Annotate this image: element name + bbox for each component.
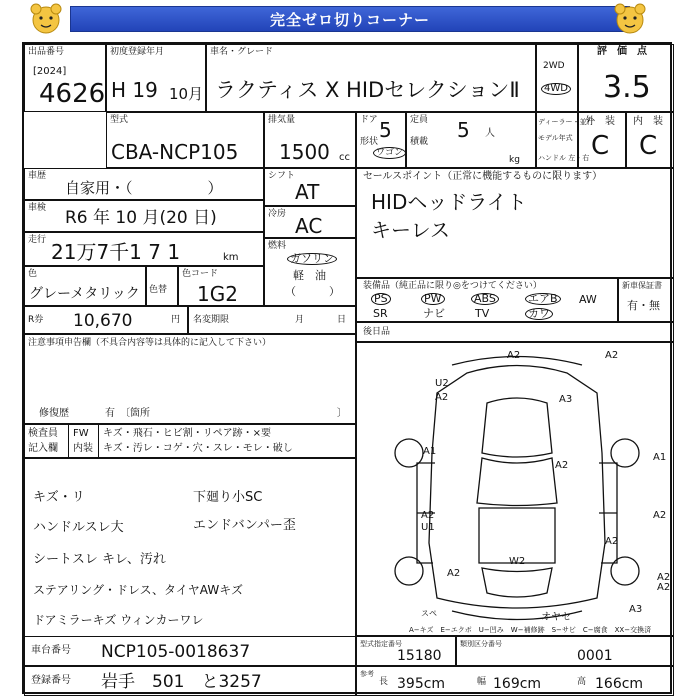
model-year-label: モデル年式 bbox=[538, 134, 573, 142]
year-tag: [2024] bbox=[33, 66, 67, 77]
lot-number-label: 出品番号 bbox=[28, 47, 65, 57]
shape-value-circled: ワゴン bbox=[373, 147, 406, 159]
height-label: 高 bbox=[577, 677, 587, 687]
shift-cell bbox=[264, 168, 356, 206]
interior-grade: C bbox=[639, 131, 658, 161]
damage-mark-left-a1: A1 bbox=[423, 446, 437, 457]
capacity-unit: 人 bbox=[485, 128, 495, 139]
lot-number-value: 4626 bbox=[39, 79, 106, 109]
height-value: 166cm bbox=[595, 676, 644, 692]
recycle-cell bbox=[24, 306, 188, 334]
displacement-unit: cc bbox=[339, 152, 350, 163]
sales-points-cell bbox=[356, 168, 674, 278]
width-label: 幅 bbox=[477, 677, 487, 687]
note-right-1: 下廻り小SC bbox=[193, 490, 263, 505]
note-right-2: エンドバンパー歪 bbox=[193, 518, 296, 533]
inspection-label: 車検 bbox=[28, 203, 47, 213]
warranty-value: 有・無 bbox=[627, 299, 660, 312]
model-cell bbox=[106, 112, 264, 168]
fuel-other: （ ） bbox=[285, 285, 340, 298]
repair-history-value: 有 〔箇所 bbox=[105, 408, 150, 419]
sales-point-1: HIDヘッドライト bbox=[371, 190, 527, 214]
equip-airbag: エアB bbox=[525, 293, 561, 305]
damage-mark-rear-wheel-a2: A2 bbox=[657, 572, 671, 583]
score-value: 3.5 bbox=[603, 70, 651, 105]
damage-mark-hood-a3: A3 bbox=[559, 394, 573, 405]
trim-label: 色替 bbox=[149, 285, 168, 295]
damage-mark-front-right-a2: A2 bbox=[605, 350, 619, 361]
banner-title: 完全ゼロ切りコーナー bbox=[70, 6, 630, 32]
ac-cell bbox=[264, 206, 356, 238]
equip-leather: カワ bbox=[525, 308, 553, 320]
model-label: 型式 bbox=[110, 115, 129, 125]
car-name-value: ラクティス X HIDセレクションⅡ bbox=[215, 78, 520, 102]
history-cell bbox=[24, 168, 264, 200]
interior-cell bbox=[626, 112, 674, 168]
note-left-5: ドアミラーキズ ウィンカーワレ bbox=[33, 613, 204, 627]
mileage-unit: km bbox=[223, 252, 239, 263]
registration-label: 登録番号 bbox=[31, 675, 71, 686]
mileage-value: 21万7千1 7 1 bbox=[51, 240, 181, 264]
inspection-value: R6 年 10 月(20 日) bbox=[65, 208, 217, 228]
damage-mark-rear-a3: A3 bbox=[629, 604, 643, 615]
damage-legend: A−キズ E−エクボ U−凹み W−補修跡 S−サビ C−腐食 XX−交換済 bbox=[409, 626, 652, 634]
car-name-cell bbox=[206, 44, 536, 112]
note-left-2: ハンドルスレ大 bbox=[33, 520, 124, 535]
damage-mark-bumper: オヤセ bbox=[541, 612, 571, 623]
load-unit: kg bbox=[509, 155, 520, 165]
score-cell bbox=[578, 44, 674, 112]
category-value: 0001 bbox=[577, 648, 613, 664]
history-label: 車歴 bbox=[28, 171, 47, 181]
exterior-cell bbox=[578, 112, 626, 168]
warranty-cell bbox=[618, 278, 674, 322]
doors-cell bbox=[356, 112, 406, 168]
displacement-cell bbox=[264, 112, 356, 168]
sales-point-2: キーレス bbox=[371, 218, 450, 242]
damage-mark-right-a1: A1 bbox=[653, 452, 667, 463]
handle-label: ハンドル 左・右 bbox=[538, 154, 590, 162]
auction-sheet bbox=[22, 42, 672, 694]
color-cell bbox=[24, 266, 146, 306]
doors-label: ドア bbox=[360, 115, 378, 125]
equip-pw: PW bbox=[421, 293, 445, 305]
type-spec-label: 型式指定番号 bbox=[360, 640, 402, 648]
registration-value: 岩手 501 と3257 bbox=[101, 672, 262, 692]
category-cell bbox=[456, 636, 674, 666]
damage-mark-rear-right-a2: A2 bbox=[605, 536, 619, 547]
displacement-value: 1500 bbox=[279, 140, 330, 164]
dealer-cell bbox=[536, 112, 594, 168]
equip-aw: AW bbox=[579, 293, 597, 306]
history-value: 自家用・（ ） bbox=[65, 179, 223, 197]
note-left-4: ステアリング・ドレス、タイヤAWキズ bbox=[33, 583, 243, 597]
mileage-cell bbox=[24, 232, 264, 266]
repair-history-label: 修復歴 bbox=[39, 408, 69, 419]
interior-check-items: キズ・汚レ・コゲ・穴・スレ・モレ・破し bbox=[103, 443, 293, 454]
note-left-1: キズ・リ bbox=[33, 490, 85, 505]
name-change-label: 名変期限 bbox=[193, 315, 230, 325]
recycle-value: 10,670 bbox=[73, 311, 133, 331]
registration-cell bbox=[24, 666, 356, 696]
doors-value: 5 bbox=[379, 118, 392, 142]
shift-value: AT bbox=[295, 180, 320, 204]
damage-mark-u2: U2 bbox=[435, 378, 449, 389]
shift-label: シフト bbox=[268, 171, 296, 181]
chassis-value: NCP105-0018637 bbox=[101, 642, 251, 662]
damage-mark-roof-a2: A2 bbox=[555, 460, 569, 471]
width-value: 169cm bbox=[493, 676, 542, 692]
color-label: 色 bbox=[28, 269, 38, 279]
first-registration-year: H 19 bbox=[111, 78, 158, 102]
repair-history-close: 〕 bbox=[337, 408, 347, 419]
equip-abs: ABS bbox=[471, 293, 499, 305]
ac-label: 冷房 bbox=[268, 209, 287, 219]
bear-mascot-right-icon bbox=[612, 2, 648, 36]
inspector-cell bbox=[24, 424, 356, 458]
damage-diagram-cell bbox=[356, 342, 674, 636]
fuel-label: 燃料 bbox=[268, 241, 287, 251]
day-label: 日 bbox=[337, 315, 347, 325]
capacity-label: 定員 bbox=[410, 115, 429, 125]
damage-mark-rear-left-a2: A2 bbox=[447, 568, 461, 579]
chassis-cell bbox=[24, 636, 356, 666]
trim-cell bbox=[146, 266, 178, 306]
handwritten-notes-area bbox=[24, 458, 356, 636]
dealer-label: ディーラー・並行 bbox=[538, 118, 594, 126]
equipment-cell bbox=[356, 278, 618, 322]
damage-mark-spoiler: スペ bbox=[421, 609, 437, 618]
exterior-grade: C bbox=[591, 131, 610, 161]
month-label: 月 bbox=[295, 315, 305, 325]
reference-label: 参考 bbox=[360, 670, 374, 678]
shape-label: 形状 bbox=[360, 137, 379, 147]
fw-label: FW bbox=[73, 428, 89, 439]
interior-label: 内 装 bbox=[633, 116, 663, 127]
equip-tv: TV bbox=[475, 307, 490, 320]
damage-mark-right-door-a2: A2 bbox=[653, 510, 667, 521]
fuel-gasoline-circled: ガソリン bbox=[287, 253, 337, 265]
damage-mark-left-a2: A2 bbox=[435, 392, 449, 403]
sales-points-label: セールスポイント（正常に機能するものに限ります） bbox=[363, 171, 603, 182]
category-label: 類別区分番号 bbox=[460, 640, 502, 648]
first-registration-label: 初度登録年月 bbox=[110, 47, 165, 57]
damage-mark-rear-wheel-a2-2: A2 bbox=[657, 582, 671, 593]
drive-4wd-circled: 4WD bbox=[541, 83, 571, 95]
load-label: 積載 bbox=[410, 137, 429, 147]
ac-value: AC bbox=[295, 214, 323, 238]
damage-mark-rear-w2: W2 bbox=[509, 556, 526, 567]
fuel-cell bbox=[264, 238, 356, 306]
name-change-cell bbox=[188, 306, 356, 334]
equipment-label: 装備品（純正品に限り◎をつけてください） bbox=[363, 281, 542, 291]
notes-label: 注意事項申告欄（不具合内容等は具体的に記入して下さい） bbox=[28, 338, 272, 348]
color-code-label: 色コード bbox=[182, 269, 219, 279]
fuel-diesel: 軽 油 bbox=[293, 269, 326, 282]
first-registration-cell bbox=[106, 44, 206, 112]
top-banner bbox=[0, 0, 700, 38]
color-value: グレーメタリック bbox=[29, 286, 140, 302]
warranty-label: 新車保証書 bbox=[622, 281, 662, 290]
car-diagram bbox=[357, 343, 675, 637]
later-items-label: 後日品 bbox=[363, 327, 391, 337]
displacement-label: 排気量 bbox=[268, 115, 296, 125]
car-name-label: 車名・グレード bbox=[210, 47, 274, 57]
first-registration-month: 10月 bbox=[169, 85, 204, 103]
inspection-cell bbox=[24, 200, 264, 232]
damage-mark-left-door-a2: A2 bbox=[421, 510, 435, 521]
mileage-label: 走行 bbox=[28, 235, 47, 245]
dimensions-cell bbox=[356, 666, 674, 696]
color-code-value: 1G2 bbox=[197, 282, 238, 306]
color-code-cell bbox=[178, 266, 264, 306]
length-value: 395cm bbox=[397, 676, 446, 692]
model-value: CBA-NCP105 bbox=[111, 140, 239, 164]
drive-2wd: 2WD bbox=[543, 61, 565, 71]
damage-mark-front-a2: A2 bbox=[507, 350, 521, 361]
notes-cell bbox=[24, 334, 356, 424]
inspector-label-2: 記入欄 bbox=[28, 443, 58, 454]
type-spec-value: 15180 bbox=[397, 648, 442, 664]
fw-items: キズ・飛石・ヒビ割・リペア跡・×要 bbox=[103, 428, 271, 439]
exterior-label: 外 装 bbox=[585, 116, 615, 127]
bear-mascot-left-icon bbox=[28, 2, 64, 36]
damage-mark-u1: U1 bbox=[421, 522, 435, 533]
equip-navi: ナビ bbox=[423, 307, 445, 320]
recycle-label: R券 bbox=[28, 315, 44, 325]
capacity-cell bbox=[406, 112, 536, 168]
equip-sr: SR bbox=[373, 307, 388, 320]
note-left-3: シートスレ キレ、汚れ bbox=[33, 552, 166, 567]
equip-ps: PS bbox=[371, 293, 391, 305]
score-label: 評 価 点 bbox=[597, 46, 647, 57]
later-items-cell bbox=[356, 322, 674, 342]
lot-number-cell bbox=[24, 44, 106, 112]
interior-check-label: 内装 bbox=[73, 443, 93, 454]
recycle-unit: 円 bbox=[171, 315, 181, 325]
chassis-label: 車台番号 bbox=[31, 645, 71, 656]
drive-type-cell bbox=[536, 44, 578, 112]
type-spec-cell bbox=[356, 636, 456, 666]
length-label: 長 bbox=[379, 677, 389, 687]
capacity-value: 5 bbox=[457, 118, 470, 142]
inspector-label-1: 検査員 bbox=[28, 428, 58, 439]
